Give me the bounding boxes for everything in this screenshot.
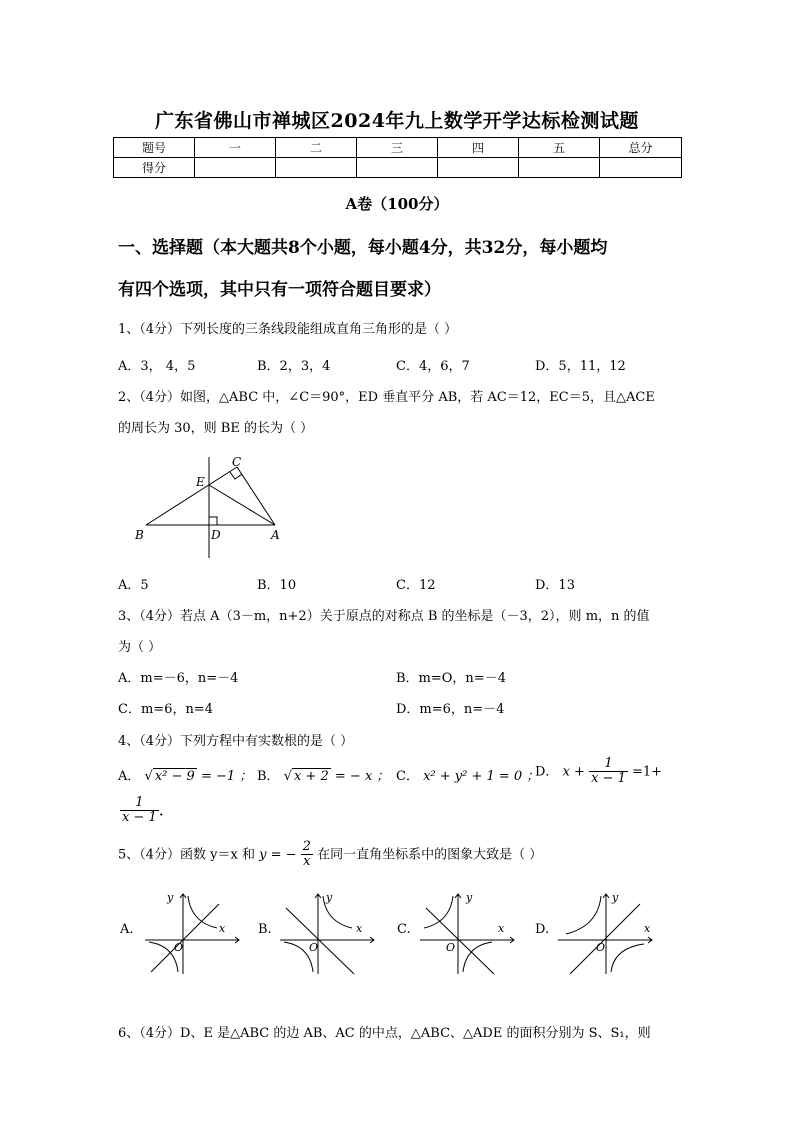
q5-option-b-label[interactable]: B.: [258, 922, 272, 937]
q5-graph-c[interactable]: [418, 888, 518, 976]
axis-y-label: y: [466, 891, 473, 904]
origin-label: O: [174, 941, 184, 954]
score-cell: 四: [438, 138, 519, 158]
q5-option-d-label[interactable]: D.: [535, 922, 550, 937]
origin-label: O: [309, 941, 319, 954]
score-cell: 一: [195, 138, 276, 158]
q1-option-a[interactable]: A．3， 4，5: [118, 359, 196, 374]
q1-stem: 1、（4分）下列长度的三条线段能组成直角三角形的是（ ）: [118, 322, 458, 337]
fraction: [301, 840, 313, 870]
axis-y-label: y: [167, 891, 174, 904]
sqrt-icon: √: [144, 769, 153, 784]
score-cell: 二: [276, 138, 357, 158]
q4-option-a[interactable]: [118, 765, 252, 784]
score-input-cell[interactable]: [195, 158, 276, 178]
q4-option-c[interactable]: [396, 765, 539, 784]
q3-stem-line1: 3、（4分）若点 A（3－m，n+2）关于原点的对称点 B 的坐标是（－3，2），则 m，n 的值: [118, 609, 650, 624]
sqrt-icon: √: [283, 769, 292, 784]
q2-stem-line1: 2、（4分）如图，△ABC 中，∠C＝90°，ED 垂直平分 AB，若 AC＝12，EC＝5，且△ACE: [118, 390, 655, 405]
q5-stem: [118, 840, 542, 870]
q3-option-a[interactable]: A．m=－6，n=－4: [118, 671, 239, 686]
q5-stem-post: 在同一直角坐标系中的图象大致是（ ）: [317, 847, 543, 863]
q4-option-b-rest: = − x ；: [330, 769, 390, 784]
score-cell: 三: [357, 138, 438, 158]
q5-graph-a[interactable]: [143, 888, 243, 976]
fraction-denominator: x − 1: [591, 771, 626, 787]
fraction: [120, 796, 159, 826]
q4-stem: 4、（4分）下列方程中有实数根的是（ ）: [118, 734, 354, 749]
axis-x-label: x: [498, 922, 505, 935]
q4-option-b-radicand: x + 2: [294, 769, 329, 784]
score-cell: 题号: [114, 138, 195, 158]
axis-x-label: x: [644, 922, 651, 935]
score-table-score-row: [114, 158, 682, 178]
q3-option-d[interactable]: D．m=6，n=－4: [396, 702, 505, 717]
score-table-header-row: [114, 138, 682, 158]
q4-option-b-label: B．: [257, 769, 280, 784]
score-input-cell[interactable]: [600, 158, 682, 178]
q4-option-d-continuation: [120, 796, 164, 826]
score-input-cell[interactable]: [276, 158, 357, 178]
fraction-numerator: 1: [589, 757, 628, 772]
score-cell: 五: [519, 138, 600, 158]
axis-y-label: y: [326, 891, 333, 904]
q1-option-b[interactable]: B．2，3，4: [257, 359, 331, 374]
q2-triangle-figure: [125, 450, 295, 562]
q2-option-d[interactable]: D．13: [535, 578, 575, 593]
score-input-cell[interactable]: [357, 158, 438, 178]
part1-heading-line2: 有四个选项，其中只有一项符合题目要求）: [118, 280, 441, 300]
q2-option-c[interactable]: C．12: [396, 578, 436, 593]
q4-option-d-label: D．: [535, 764, 559, 780]
score-input-cell[interactable]: [438, 158, 519, 178]
exam-title: 广东省佛山市禅城区2024年九上数学开学达标检测试题: [155, 110, 639, 132]
q5-graph-d[interactable]: [556, 888, 656, 976]
q5-option-a-label[interactable]: A.: [120, 922, 134, 937]
score-cell: 得分: [114, 158, 195, 178]
q4-option-a-radicand: x² − 9: [154, 769, 195, 784]
q4-option-d-pre: x +: [562, 764, 585, 780]
section-a-title: A卷（100分）: [345, 195, 449, 213]
q4-option-b[interactable]: [257, 765, 389, 784]
axis-x-label: x: [219, 922, 226, 935]
q2-option-b[interactable]: B．10: [257, 578, 297, 593]
label-b: B: [135, 528, 144, 542]
label-a: A: [271, 528, 280, 542]
q4-option-c-label: C．: [396, 769, 419, 784]
q5-option-c-label[interactable]: C.: [397, 922, 411, 937]
origin-label: O: [446, 941, 456, 954]
origin-label: O: [596, 941, 606, 954]
fraction-denominator: x − 1: [122, 810, 157, 826]
q4-option-c-expr: x² + y² + 1 = 0 ；: [423, 769, 540, 784]
q4-option-a-rest: = −1 ；: [196, 769, 253, 784]
q1-option-d[interactable]: D．5，11，12: [535, 359, 626, 374]
fraction-denominator: x: [303, 854, 311, 870]
label-d: D: [211, 528, 221, 542]
fraction-numerator: 2: [302, 839, 311, 854]
q3-option-b[interactable]: B．m=O，n=－4: [396, 671, 506, 686]
q3-option-c[interactable]: C．m=6，n=4: [118, 702, 213, 717]
fraction-numerator: 1: [120, 796, 159, 811]
q4-option-d[interactable]: [535, 757, 662, 787]
q4-option-a-label: A．: [118, 769, 141, 784]
label-c: C: [232, 455, 242, 469]
axis-y-label: y: [612, 891, 619, 904]
q5-graph-b[interactable]: [278, 888, 378, 976]
q4-option-d-post: =1+: [631, 764, 663, 780]
part1-heading-line1: 一、选择题（本大题共8个小题，每小题4分，共32分，每小题均: [118, 238, 608, 258]
q5-stem-pre: 5、（4分）函数 y＝x 和: [118, 847, 255, 863]
axis-x-label: x: [356, 922, 363, 935]
fraction: [589, 757, 628, 787]
score-table: [113, 137, 682, 178]
score-input-cell[interactable]: [519, 158, 600, 178]
q2-stem-line2: 的周长为 30，则 BE 的长为（ ）: [118, 421, 314, 436]
q3-stem-line2: 为（ ）: [118, 640, 162, 655]
label-e: E: [196, 475, 205, 489]
period: .: [158, 800, 164, 820]
score-cell: 总分: [600, 138, 682, 158]
q2-option-a[interactable]: A．5: [118, 578, 149, 593]
q1-option-c[interactable]: C．4，6，7: [396, 359, 470, 374]
q6-stem: 6、（4分）D、E 是△ABC 的边 AB、AC 的中点，△ABC、△ADE 的面积分别为 S、S₁，则: [118, 1026, 651, 1041]
q5-stem-y: y = −: [259, 847, 297, 863]
